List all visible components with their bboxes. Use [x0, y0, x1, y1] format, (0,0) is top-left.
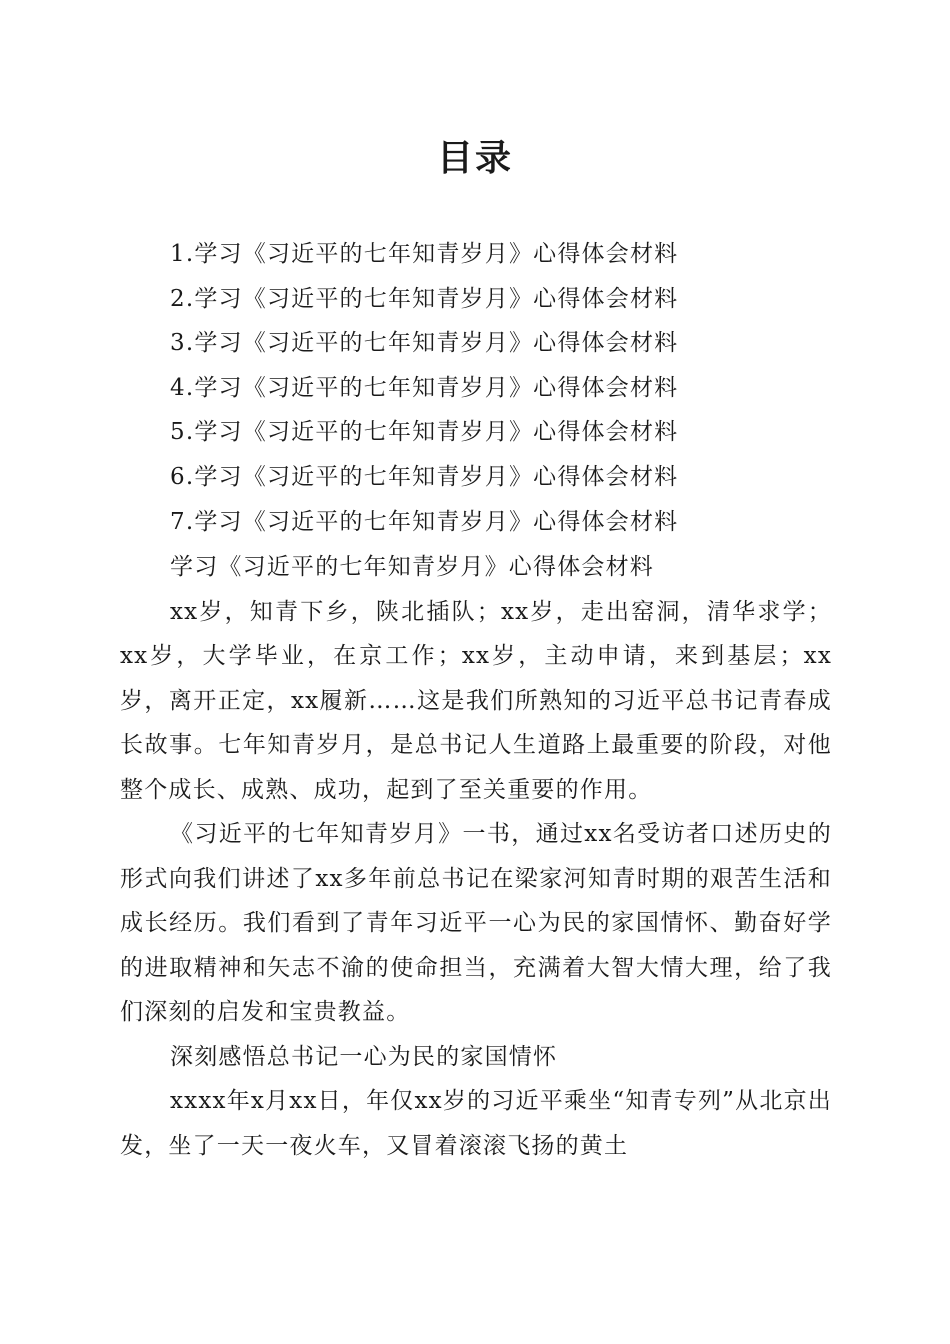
toc-item: 3.学习《习近平的七年知青岁月》心得体会材料	[170, 330, 679, 357]
article-paragraph: xx岁，知青下乡，陕北插队；xx岁，走出窑洞，清华求学；xx岁，大学毕业，在京工作；xx岁，主动申请，来到基层；xx岁，离开正定，xx履新……这是我们所熟知的习近平总书记青春成长故事。七年知青岁月，是总书记人生道路上最重要的阶段，对他整个成长、成熟、成功，起到了至关重要的作用。	[120, 598, 832, 803]
toc-item: 7.学习《习近平的七年知青岁月》心得体会材料	[170, 508, 679, 535]
table-of-contents	[170, 232, 870, 544]
toc-item: 2.学习《习近平的七年知青岁月》心得体会材料	[170, 285, 679, 312]
toc-item: 6.学习《习近平的七年知青岁月》心得体会材料	[170, 463, 679, 490]
toc-item: 5.学习《习近平的七年知青岁月》心得体会材料	[170, 419, 679, 446]
article-paragraph: 《习近平的七年知青岁月》一书，通过xx名受访者口述历史的形式向我们讲述了xx多年前总书记在梁家河知青时期的艰苦生活和成长经历。我们看到了青年习近平一心为民的家国情怀、勤奋好学的进取精神和矢志不渝的使命担当，充满着大智大情大理，给了我们深刻的启发和宝贵教益。	[120, 821, 832, 1025]
article-paragraph: xxxx年x月xx日，年仅xx岁的习近平乘坐“知青专列”从北京出发，坐了一天一夜火车，又冒着滚滚飞扬的黄土	[120, 1088, 832, 1159]
toc-item: 1.学习《习近平的七年知青岁月》心得体会材料	[170, 241, 679, 267]
page-title: 目录	[436, 137, 513, 179]
toc-item: 4.学习《习近平的七年知青岁月》心得体会材料	[170, 374, 679, 401]
article-heading: 学习《习近平的七年知青岁月》心得体会材料	[170, 554, 654, 580]
article-body	[120, 545, 832, 1168]
section-subheading: 深刻感悟总书记一心为民的家国情怀	[170, 1043, 558, 1070]
